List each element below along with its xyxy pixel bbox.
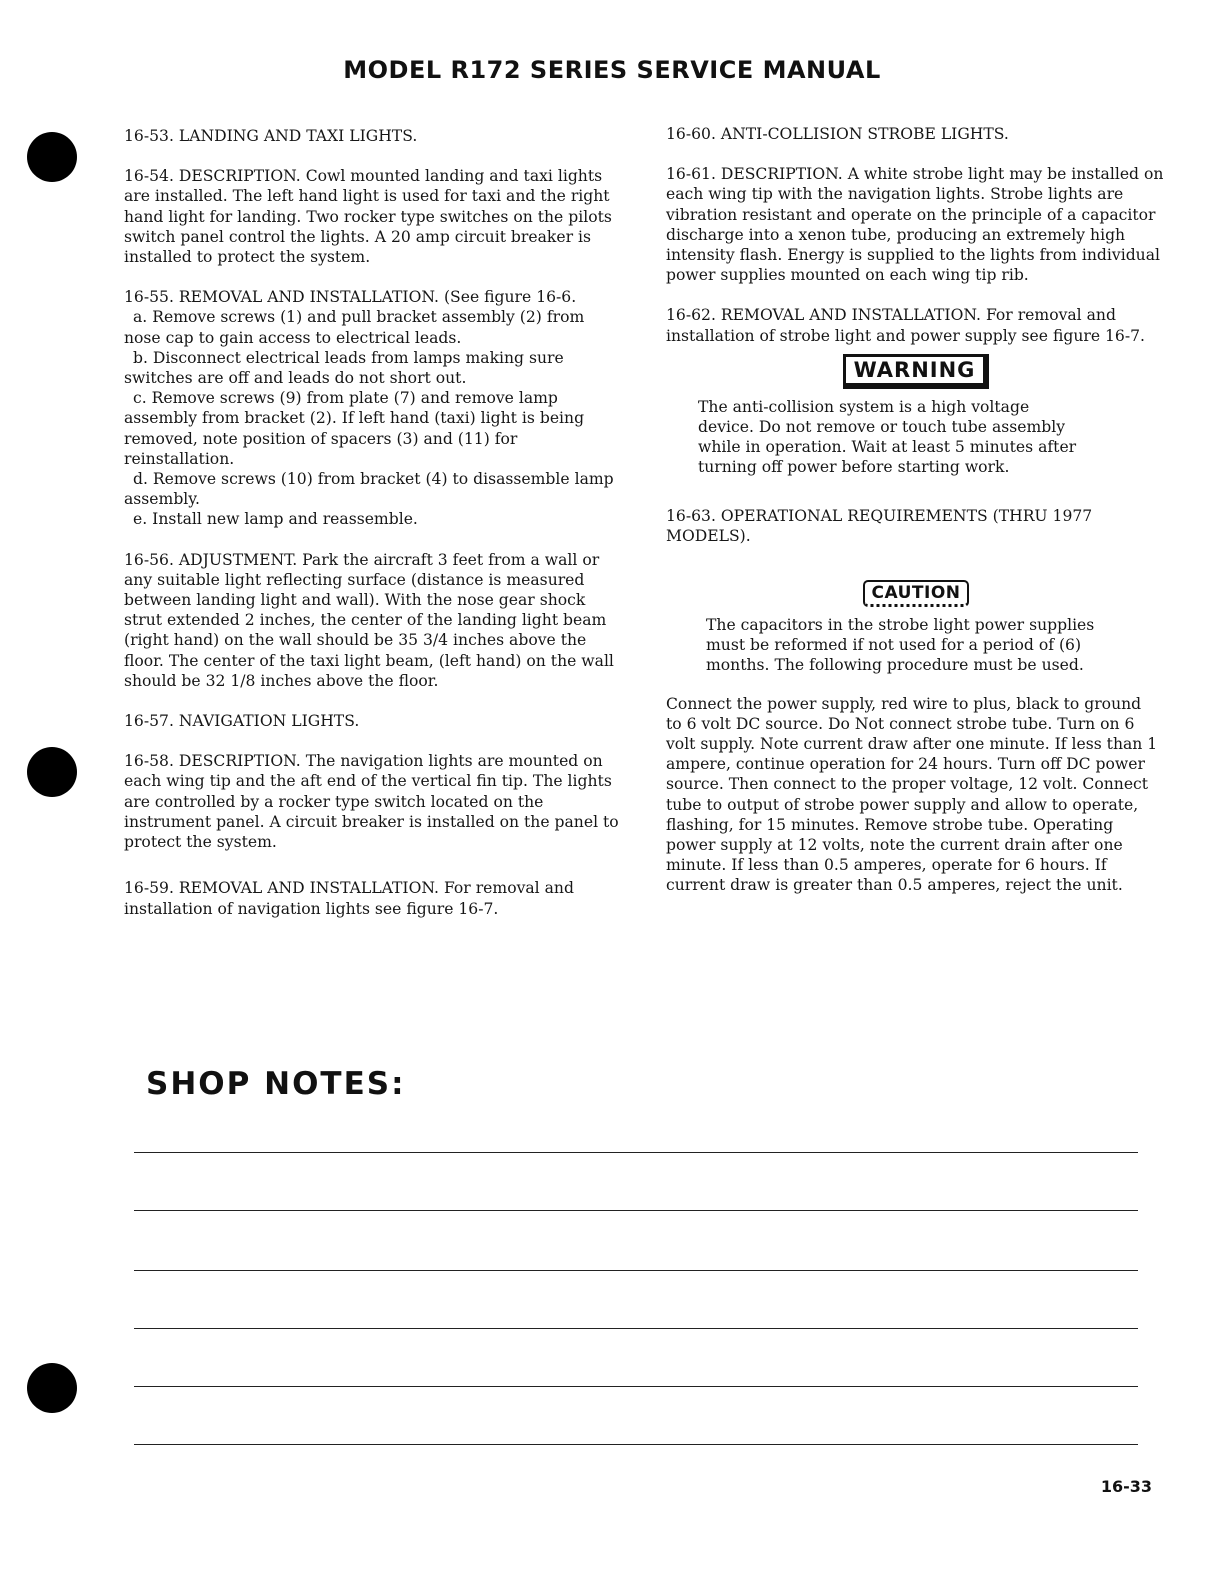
step-b: b. Disconnect electrical leads from lamps making sure switches are off and leads do not short out.	[124, 348, 564, 388]
section-navigation-description	[124, 751, 624, 852]
section-text: Cowl mounted landing and taxi lights are installed. The left hand light is used for taxi and the right hand light for landing. Two rocker type switches on the pilots switch panel control the lights. A 20 amp circuit breaker is installed to protect the system.	[124, 167, 612, 267]
section-landing-removal	[124, 287, 624, 529]
section-navigation-removal	[124, 878, 624, 918]
section-text: (See figure 16-6.	[443, 288, 577, 307]
section-heading: 16-56. ADJUSTMENT.	[124, 550, 298, 569]
shop-notes-heading: SHOP NOTES:	[146, 1066, 406, 1102]
step-a: a. Remove screws (1) and pull bracket assembly (2) from nose cap to gain access to electrical leads.	[124, 308, 585, 347]
caution-badge: CAUTION	[863, 580, 968, 607]
section-operational-requirements	[666, 506, 1116, 546]
step-c: c. Remove screws (9) from plate (7) and remove lamp assembly from bracket (2). If left hand (taxi) light is being removed, note position of spacers (3) and (11) for reinstallation.	[124, 389, 585, 468]
warning-badge: WARNING	[843, 354, 990, 389]
section-landing-taxi-lights	[124, 126, 624, 146]
section-text: The navigation lights are mounted on each wing tip and the aft end of the vertical fin tip. The lights are controlled by a rocker type switch located on the instrument panel. A circuit breaker is installed on the panel to protect the system.	[124, 752, 619, 852]
note-line	[134, 1210, 1138, 1211]
step-d: d. Remove screws (10) from bracket (4) to disassemble lamp assembly.	[124, 470, 614, 509]
section-heading: 16-53. LANDING AND TAXI LIGHTS.	[124, 127, 418, 145]
caution-text: The capacitors in the strobe light power supplies must be reformed if not used for a period of (6) months. The following procedure must be used.	[706, 616, 1095, 675]
punch-hole-bottom	[27, 1363, 77, 1413]
note-line	[134, 1152, 1138, 1153]
right-column	[666, 124, 1166, 896]
section-heading: 16-58. DESCRIPTION.	[124, 752, 301, 771]
section-heading: 16-57. NAVIGATION LIGHTS.	[124, 712, 360, 731]
section-text: For removal and installation of strobe light and power supply see figure 16-7.	[666, 306, 1145, 345]
section-navigation-lights	[124, 711, 624, 731]
procedure-text: Connect the power supply, red wire to plus, black to ground to 6 volt DC source. Do Not connect strobe tube. Turn on 6 volt supply. Note current draw after one minute. If less than 1 ampere, continue operation for 24 hours. Turn off DC power source. Then connect to the proper voltage, 12 volt. Connect tube to output of strobe power supply and allow to operate, flashing, for 15 minutes. Remove strobe tube. Operating power supply at 12 volts, note the current drain after one minute. If less than 0.5 amperes, operate for 6 hours. If current draw is greater than 0.5 amperes, reject the unit.	[666, 694, 1158, 895]
section-heading: 16-62. REMOVAL AND INSTALLATION.	[666, 306, 981, 325]
page-title: MODEL R172 SERIES SERVICE MANUAL	[343, 56, 881, 84]
section-text: Park the aircraft 3 feet from a wall or any suitable light reflecting surface (distance is measured between landing light and wall). With the nose gear shock strut extended 2 inches, the center of the landing light beam (right hand) on the wall should be 35 3/4 inches above the floor. The center of the taxi light beam, (left hand) on the wall should be 32 1/8 inches above the floor.	[124, 550, 614, 690]
note-line	[134, 1270, 1138, 1271]
page-number: 16-33	[1100, 1477, 1152, 1496]
note-line	[134, 1328, 1138, 1329]
section-strobe-lights	[666, 124, 1166, 144]
note-line	[134, 1444, 1138, 1445]
section-strobe-description	[666, 164, 1166, 285]
warning-notice	[666, 354, 1166, 478]
note-line	[134, 1386, 1138, 1387]
section-heading: 16-54. DESCRIPTION.	[124, 167, 301, 186]
section-heading: 16-61. DESCRIPTION.	[666, 165, 843, 184]
caution-notice	[666, 580, 1166, 676]
section-landing-description	[124, 166, 624, 267]
section-text: For removal and installation of navigation lights see figure 16-7.	[124, 879, 574, 918]
section-text: A white strobe light may be installed on each wing tip with the navigation lights. Strobe lights are vibration resistant and operate on the principle of a capacitor discharge into a xenon tube, producing an extremely high intensity flash. Energy is supplied to the lights from individual power supplies mounted on each wing tip rib.	[666, 165, 1164, 285]
section-heading: 16-55. REMOVAL AND INSTALLATION.	[124, 288, 439, 307]
section-heading: 16-59. REMOVAL AND INSTALLATION.	[124, 879, 439, 898]
section-heading: 16-63. OPERATIONAL REQUIREMENTS (THRU 1977 MODELS).	[666, 506, 1093, 545]
section-strobe-removal	[666, 305, 1166, 345]
left-column	[124, 126, 624, 939]
warning-text: The anti-collision system is a high voltage device. Do not remove or touch tube assembly while in operation. Wait at least 5 minutes after turning off power before starting work.	[698, 397, 1077, 477]
section-heading: 16-60. ANTI-COLLISION STROBE LIGHTS.	[666, 125, 1009, 143]
section-adjustment	[124, 550, 624, 691]
punch-hole-middle	[27, 747, 77, 797]
step-e: e. Install new lamp and reassemble.	[133, 510, 418, 529]
punch-hole-top	[27, 132, 77, 182]
